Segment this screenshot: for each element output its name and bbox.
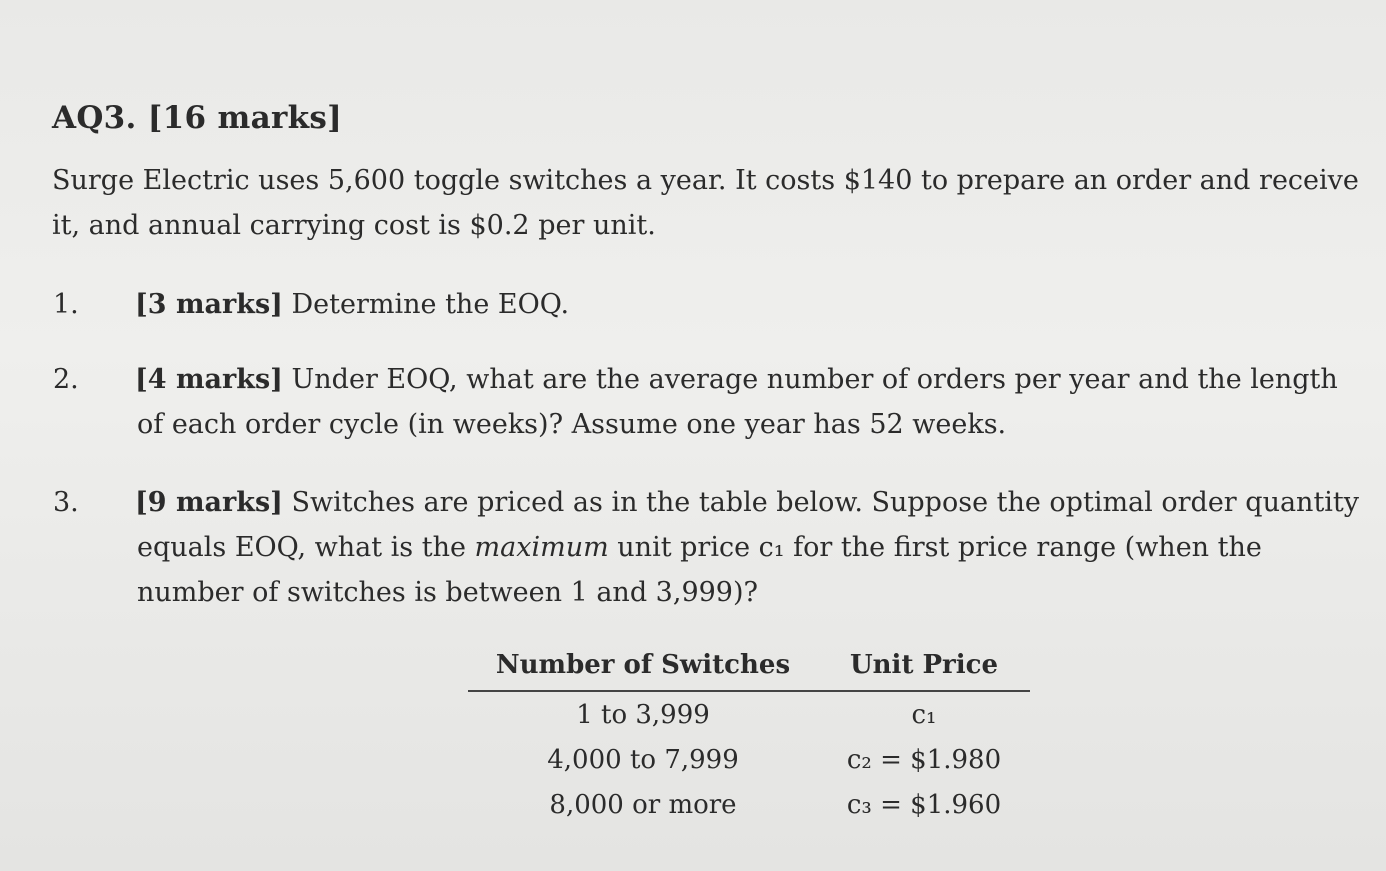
sub-question-text: Switches are priced as in the table below. Suppose the optimal order quantity equals EOQ, what is the bbox=[137, 487, 1360, 563]
sub-question-marks: [4 marks] bbox=[135, 364, 283, 395]
sub-question-2 bbox=[53, 357, 1360, 447]
table-cell: 1 to 3,999 bbox=[576, 699, 710, 730]
column-header: Number of Switches bbox=[468, 650, 818, 691]
table-cell: 8,000 or more bbox=[549, 789, 737, 820]
sub-question-marks: [9 marks] bbox=[135, 487, 283, 518]
sub-question-text: Determine the EOQ. bbox=[291, 289, 570, 320]
table-row bbox=[468, 691, 1030, 737]
question-intro: Surge Electric uses 5,600 toggle switches a year. It costs $140 to prepare an order and receive it, and annual carrying cost is $0.2 per unit. bbox=[52, 165, 1359, 241]
sub-question-number: 2. bbox=[53, 364, 79, 395]
price-table bbox=[468, 650, 1030, 827]
table-cell: 4,000 to 7,999 bbox=[547, 744, 739, 775]
column-header: Unit Price bbox=[818, 650, 1030, 691]
table-row bbox=[468, 782, 1030, 827]
sub-question-number: 1. bbox=[53, 289, 79, 320]
sub-question-text-continued: unit price c₁ for the first price range (when the number of switches is between 1 and 3,999)? bbox=[137, 532, 1262, 608]
question-heading: AQ3. [16 marks] bbox=[52, 100, 343, 136]
sub-question-marks: [3 marks] bbox=[135, 289, 283, 320]
table-header-row bbox=[468, 650, 1030, 691]
table-row bbox=[468, 737, 1030, 782]
sub-question-text: Under EOQ, what are the average number of orders per year and the length of each order cycle (in weeks)? Assume one year has 52 weeks. bbox=[137, 364, 1338, 440]
table-cell: c₂ = $1.980 bbox=[846, 744, 1002, 775]
table-cell: c₁ bbox=[911, 699, 937, 730]
emphasized-word: maximum bbox=[474, 532, 609, 563]
sub-question-number: 3. bbox=[53, 487, 79, 518]
sub-question-3 bbox=[53, 480, 1360, 615]
table-cell: c₃ = $1.960 bbox=[846, 789, 1002, 820]
sub-question-1 bbox=[53, 282, 1360, 327]
